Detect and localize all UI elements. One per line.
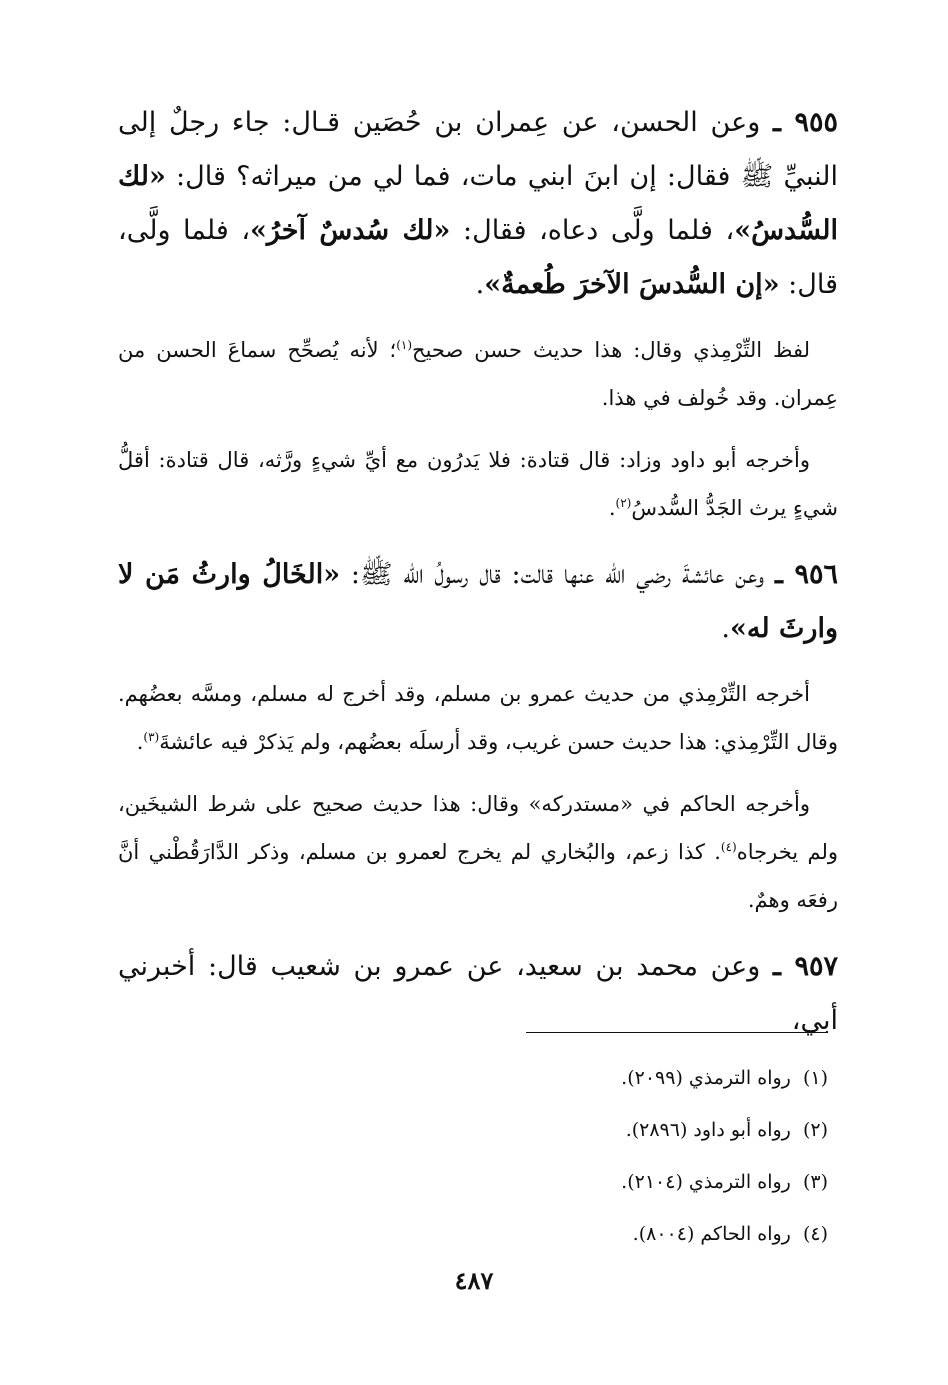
footnotes-list	[428, 1052, 828, 1260]
commentary-text: وأخرجه أبو داود وزاد: قال قتادة: فلا يَدرُون مع أيِّ شيءٍ ورَّثه، قال قتادة: أقلُّ شيءٍ يرث الجَدُّ السُّدسُ	[118, 448, 838, 520]
prophetic-quote: «إن السُّدسَ الآخرَ طُعمةٌ»	[484, 269, 780, 300]
prophetic-quote: «لك سُدسٌ آخرُ»	[250, 215, 451, 246]
footnote-divider	[526, 1032, 828, 1033]
hadith-text: وعن عائشةَ رضي الله عنها قالت: قال رسولُ الله ﷺ:	[340, 559, 775, 590]
hadith-text: ، فلما ولَّى، قال:	[118, 215, 838, 300]
commentary-paragraph	[118, 670, 838, 766]
footnote-text: رواه الحاكم (٨٠٠٤).	[632, 1223, 791, 1245]
commentary-text: .	[136, 730, 144, 754]
footnote-mark: (٢)	[802, 1119, 828, 1141]
commentary-text: أخرجه التِّرْمِذي من حديث عمرو بن مسلم، وقد أخرج له مسلم، ومسَّه بعضُهم. وقال التِّرْمِذي: هذا حديث حسن غريب، وقد أرسلَه بعضُهم، ولم يَذكرْ فيه عائشةَ	[118, 682, 838, 754]
prophetic-quote: «الخَالُ وارثُ مَن لا وارثَ له»	[118, 559, 838, 644]
hadith-number: ٩٥٥ ـ	[773, 107, 838, 138]
footnote-ref[interactable]: (٤)	[720, 840, 737, 854]
footnote-mark: (١)	[802, 1067, 828, 1089]
hadith-text: .	[721, 613, 731, 644]
hadith-text: ، فلما ولَّى دعاه، فقال:	[450, 215, 735, 246]
commentary-text: .	[608, 496, 616, 520]
page-number: ٤٨٧	[454, 1266, 494, 1295]
footnote-item	[428, 1104, 828, 1156]
footnote-item	[428, 1052, 828, 1104]
prophetic-quote: «لك السُّدسُ»	[118, 161, 839, 246]
footnote-ref[interactable]: (١)	[396, 338, 413, 352]
main-text	[118, 96, 838, 1048]
footnote-text: رواه أبو داود (٢٨٩٦).	[625, 1119, 791, 1141]
hadith-text: .	[475, 269, 485, 300]
commentary-text: ؛ لأنه يُصحِّح سماعَ الحسن من عِمران. وقد خُولف في هذا.	[118, 338, 838, 410]
hadith-text: وعن محمد بن سعيد، عن عمرو بن شعيب قال: أخبرني أبي،	[118, 951, 838, 1036]
footnote-mark: (٣)	[802, 1171, 828, 1193]
hadith-number: ٩٥٦ ـ	[774, 559, 838, 590]
footnote-text: رواه الترمذي (٢٠٩٩).	[621, 1067, 791, 1089]
hadith-number: ٩٥٧ ـ	[773, 951, 839, 982]
footnote-mark: (٤)	[802, 1223, 828, 1245]
footnote-ref[interactable]: (٢)	[615, 496, 632, 510]
commentary-paragraph	[118, 780, 838, 924]
footnote-item	[428, 1208, 828, 1260]
hadith-955	[118, 96, 838, 312]
commentary-paragraph	[118, 436, 838, 532]
commentary-paragraph	[118, 326, 838, 422]
hadith-text: وعن الحسن، عن عِمران بن حُصَين قـال: جاء رجلٌ إلى النبيِّ ﷺ فقال: إن ابنَ ابني مات، فما لي من ميراثه؟ قال:	[118, 107, 838, 192]
footnote-ref[interactable]: (٣)	[143, 730, 160, 744]
commentary-text: . كذا زعم، والبُخاري لم يخرج لعمرو بن مسلم، وذكر الدَّارَقُطْني أنَّ رفعَه وهمٌ.	[118, 840, 838, 912]
hadith-956	[118, 548, 838, 656]
commentary-text: وأخرجه الحاكم في «مستدركه» وقال: هذا حديث صحيح على شرط الشيخَين، ولم يخرجاه	[118, 792, 839, 864]
footnote-item	[428, 1156, 828, 1208]
commentary-text: لفظ التِّرْمِذي وقال: هذا حديث حسن صحيح	[412, 338, 810, 362]
footnote-text: رواه الترمذي (٢١٠٤).	[621, 1171, 791, 1193]
